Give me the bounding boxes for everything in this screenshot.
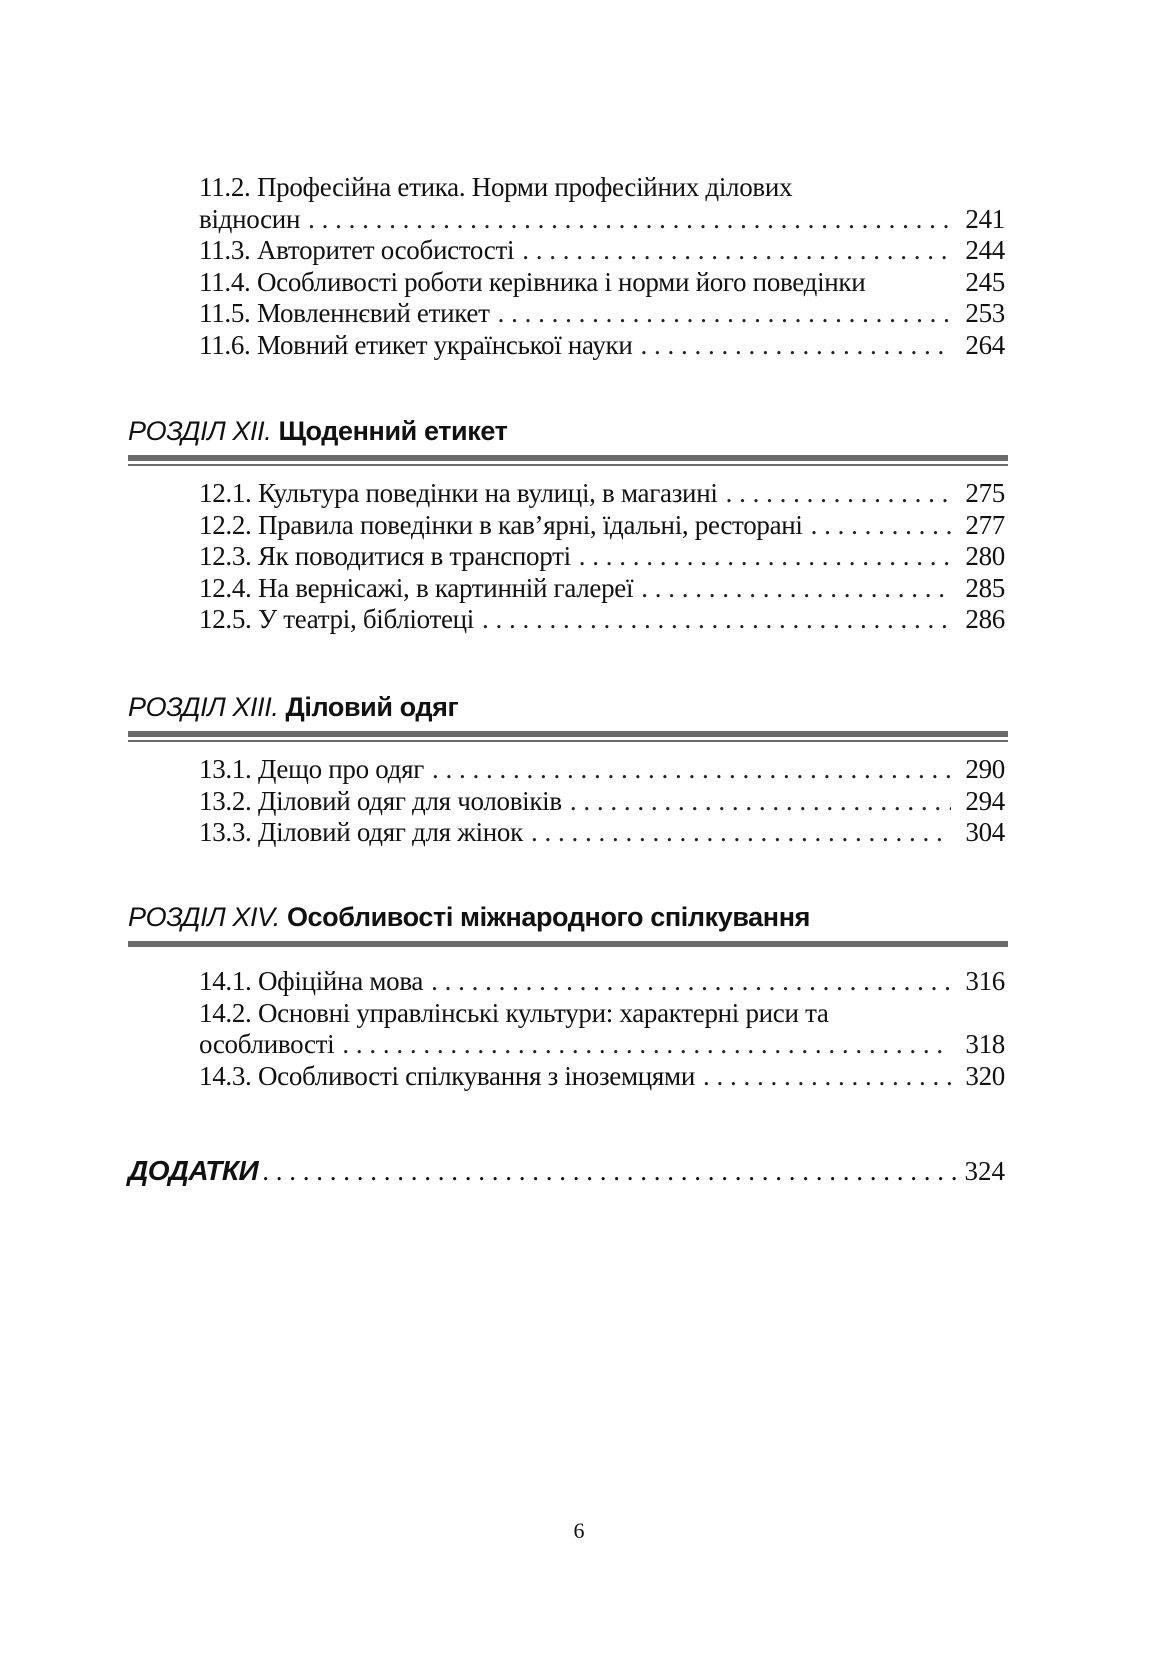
toc-entry[interactable]: [199, 998, 1005, 1030]
appendix-title: ДОДАТКИ: [128, 1155, 259, 1186]
dot-leader: [432, 754, 951, 786]
section-rule-thick: [128, 455, 1008, 461]
entry-page: 290: [965, 754, 1005, 784]
dot-leader: [703, 1061, 951, 1093]
dot-leader: [641, 330, 951, 362]
entry-page: 245: [965, 266, 1005, 297]
section-rule-thick: [128, 941, 1008, 947]
toc-entry[interactable]: [199, 604, 1005, 636]
entry-page: 320: [965, 1060, 1005, 1091]
toc-entry[interactable]: [199, 204, 1005, 236]
toc-entry[interactable]: [199, 267, 1005, 299]
section-heading-xiii: [128, 690, 1008, 742]
toc-section-13: [199, 754, 1005, 849]
entry-page: 285: [965, 572, 1005, 603]
section-prefix: РОЗДІЛ XIII.: [128, 692, 279, 722]
entry-title: 12.3. Як поводитися в транспорті: [199, 541, 571, 571]
entry-page: 304: [965, 817, 1005, 847]
toc-entry[interactable]: [199, 1061, 1005, 1093]
dot-leader: [308, 204, 951, 236]
dot-leader: [570, 786, 951, 818]
entry-title: 11.6. Мовний етикет української науки: [199, 329, 633, 360]
dot-leader: [641, 573, 951, 605]
toc-section-11: [199, 172, 1005, 361]
toc-entry[interactable]: [199, 541, 1005, 573]
toc-entry[interactable]: [199, 235, 1005, 267]
appendix-page: 324: [964, 1156, 1005, 1186]
section-rule-thin: [128, 740, 1008, 742]
entry-title: 11.4. Особливості роботи керівника і норми його поведінки: [199, 266, 866, 297]
section-heading-xii: [128, 414, 1008, 466]
toc-entry[interactable]: [199, 298, 1005, 330]
toc-appendix[interactable]: [128, 1155, 1005, 1187]
dot-leader: [726, 478, 951, 510]
toc-entry[interactable]: [199, 817, 1005, 849]
toc-entry[interactable]: [199, 754, 1005, 786]
entry-page: 275: [965, 478, 1005, 508]
entry-title: 14.2. Основні управлінські культури: характерні риси та: [199, 997, 829, 1028]
entry-page: 244: [965, 235, 1005, 265]
entry-title: 12.4. На вернісажі, в картинній галереї: [199, 572, 634, 603]
entry-title: 12.2. Правила поведінки в кав’ярні, їдальні, ресторані: [199, 509, 803, 540]
dot-leader: [811, 510, 951, 542]
entry-title: 12.1. Культура поведінки на вулиці, в магазині: [199, 478, 718, 508]
toc-entry[interactable]: [199, 966, 1005, 998]
section-name: Щоденний етикет: [278, 416, 508, 446]
dot-leader: [482, 604, 951, 636]
entry-title: 14.1. Офіційна мова: [199, 966, 424, 996]
dot-leader: [531, 817, 951, 849]
toc-entry[interactable]: [199, 478, 1005, 510]
dot-leader: [498, 298, 951, 330]
entry-page: 294: [965, 785, 1005, 816]
entry-title: 11.2. Професійна етика. Норми професійних ділових: [199, 172, 793, 202]
dot-leader: [522, 235, 951, 267]
dot-leader: [342, 1029, 951, 1061]
toc-entry[interactable]: [199, 1029, 1005, 1061]
entry-title: 11.3. Авторитет особистості: [199, 235, 515, 265]
entry-page: 241: [965, 203, 1005, 234]
entry-page: 264: [965, 329, 1005, 360]
entry-title: 12.5. У театрі, бібліотеці: [199, 604, 475, 634]
entry-page: 253: [965, 298, 1005, 328]
entry-title: 13.1. Дещо про одяг: [199, 754, 424, 784]
toc-section-12: [199, 478, 1005, 636]
section-heading-xiv: [128, 900, 1008, 947]
entry-title: 13.3. Діловий одяг для жінок: [199, 817, 523, 847]
section-prefix: РОЗДІЛ XII.: [128, 416, 272, 446]
entry-page: 277: [965, 509, 1005, 540]
page-number: 6: [573, 1518, 585, 1543]
entry-title: відносин: [199, 203, 301, 234]
toc-entry[interactable]: [199, 573, 1005, 605]
toc-entry[interactable]: [199, 786, 1005, 818]
entry-page: 286: [965, 604, 1005, 634]
toc-entry[interactable]: [199, 510, 1005, 542]
section-name: Діловий одяг: [285, 692, 459, 722]
dot-leader: [579, 541, 951, 573]
toc-section-14: [199, 966, 1005, 1092]
entry-title: 13.2. Діловий одяг для чоловіків: [199, 785, 562, 816]
dot-leader: [262, 1156, 958, 1187]
entry-title: 11.5. Мовленнєвий етикет: [199, 298, 490, 328]
toc-entry[interactable]: [199, 330, 1005, 362]
entry-title: особливості: [199, 1029, 335, 1059]
section-prefix: РОЗДІЛ XIV.: [128, 902, 280, 932]
section-rule-thin: [128, 464, 1008, 466]
dot-leader: [431, 966, 951, 998]
section-name: Особливості міжнародного спілкування: [286, 902, 810, 932]
toc-entry[interactable]: [199, 172, 1005, 204]
entry-page: 316: [965, 966, 1005, 996]
entry-page: 280: [965, 541, 1005, 571]
entry-title: 14.3. Особливості спілкування з іноземцями: [199, 1060, 695, 1091]
section-rule-thick: [128, 731, 1008, 737]
entry-page: 318: [965, 1029, 1005, 1059]
